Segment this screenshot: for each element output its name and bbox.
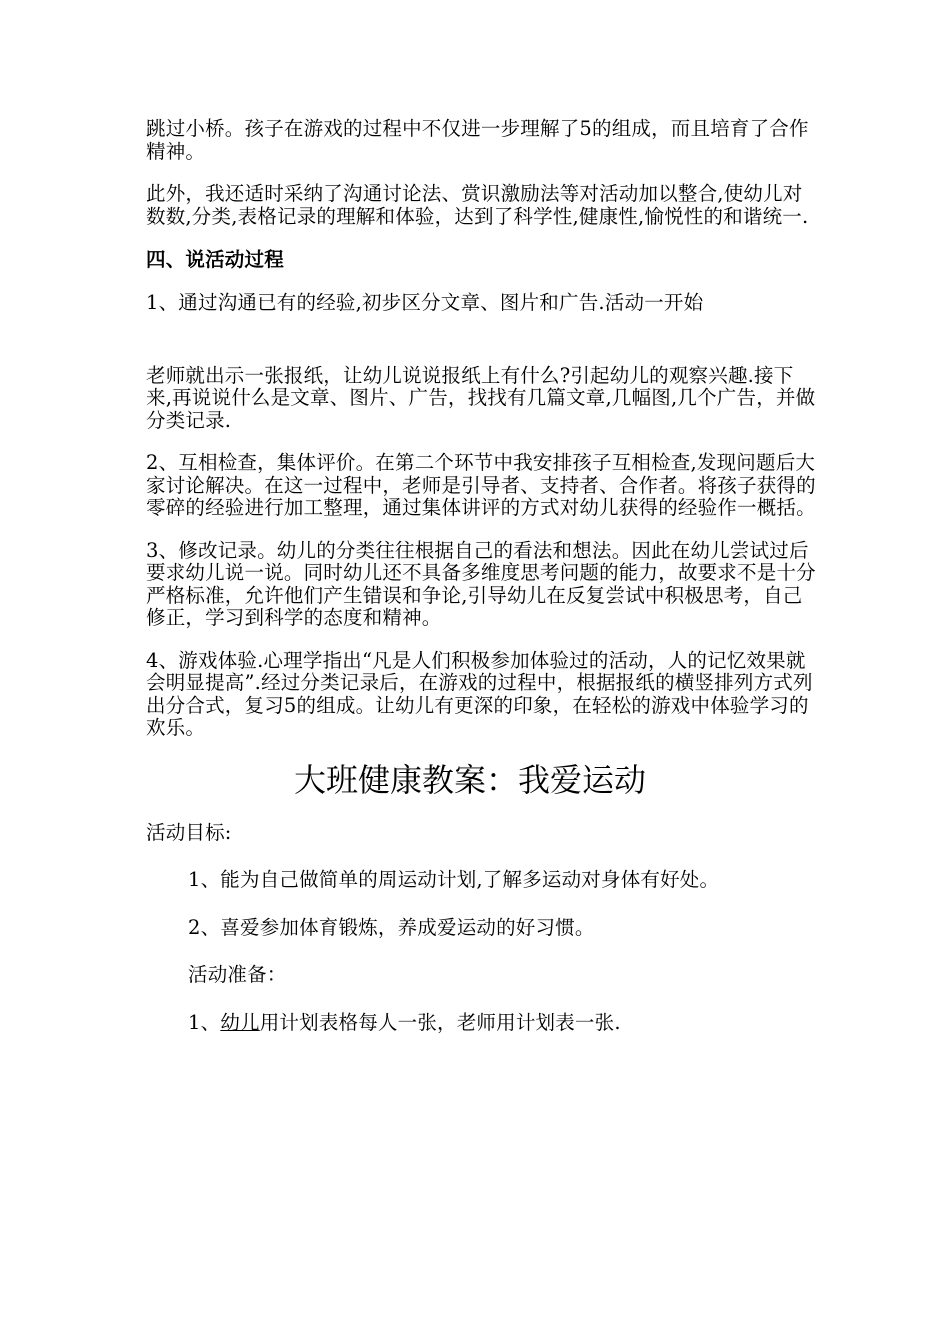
preparation-item-text: 用计划表格每人一张，老师用计划表一张. [259,1010,621,1034]
preparation-item-number: 1、 [188,1010,221,1034]
preparation-item-underlined-text: 幼儿 [220,1010,260,1034]
paragraph-step-1-body: 老师就出示一张报纸，让幼儿说说报纸上有什么?引起幼儿的观察兴趣.接下来,再说说什么是文章、图片、广告，找找有几篇文章,几幅图,几个广告，并做分类记录. [146,363,816,432]
preparation-item-1 [146,1012,816,1035]
goal-item-2: 2、喜爱参加体育锻炼，养成爱运动的好习惯。 [188,915,595,939]
lesson-plan-title: 大班健康教案：我爱运动 [293,760,646,799]
paragraph-step-1-intro: 1、通过沟通已有的经验,初步区分文章、图片和广告.活动一开始 [146,291,704,314]
goal-item-1: 1、能为自己做简单的周运动计划,了解多运动对身体有好处。 [188,868,720,891]
paragraph-step-2: 2、互相检查，集体评价。在第二个环节中我安排孩子互相检查,发现问题后大家讨论解决。在这一过程中，老师是引导者、支持者、合作者。将孩子获得的零碎的经验进行加工整理，通过集体讲评的方式对幼儿获得的经验作一概括。 [146,451,816,519]
document-page [146,118,816,1059]
section-heading-activity-process: 四、说活动过程 [146,248,284,271]
paragraph-methods: 此外，我还适时采纳了沟通讨论法、赏识激励法等对活动加以整合,使幼儿对数数,分类,表格记录的理解和体验，达到了科学性,健康性,愉悦性的和谐统一. [146,182,809,228]
paragraph-step-4: 4、游戏体验.心理学指出“凡是人们积极参加体验过的活动，人的记忆效果就会明显提高”.经过分类记录后，在游戏的过程中，根据报纸的横竖排列方式列出分合式，复习5的组成。让幼儿有更深的印象，在轻松的游戏中体验学习的欢乐。 [146,648,813,739]
goals-label: 活动目标: [146,820,232,844]
preparation-label: 活动准备： [188,963,287,986]
paragraph-bridge-game: 跳过小桥。孩子在游戏的过程中不仅进一步理解了5的组成，而且培育了合作精神。 [146,117,809,163]
paragraph-step-3: 3、修改记录。幼儿的分类往往根据自己的看法和想法。因此在幼儿尝试过后要求幼儿说一说。同时幼儿还不具备多维度思考问题的能力，故要求不是十分严格标准，允许他们产生错误和争论,引导幼儿在反复尝试中积极思考，自己修正，学习到科学的态度和精神。 [146,538,816,629]
